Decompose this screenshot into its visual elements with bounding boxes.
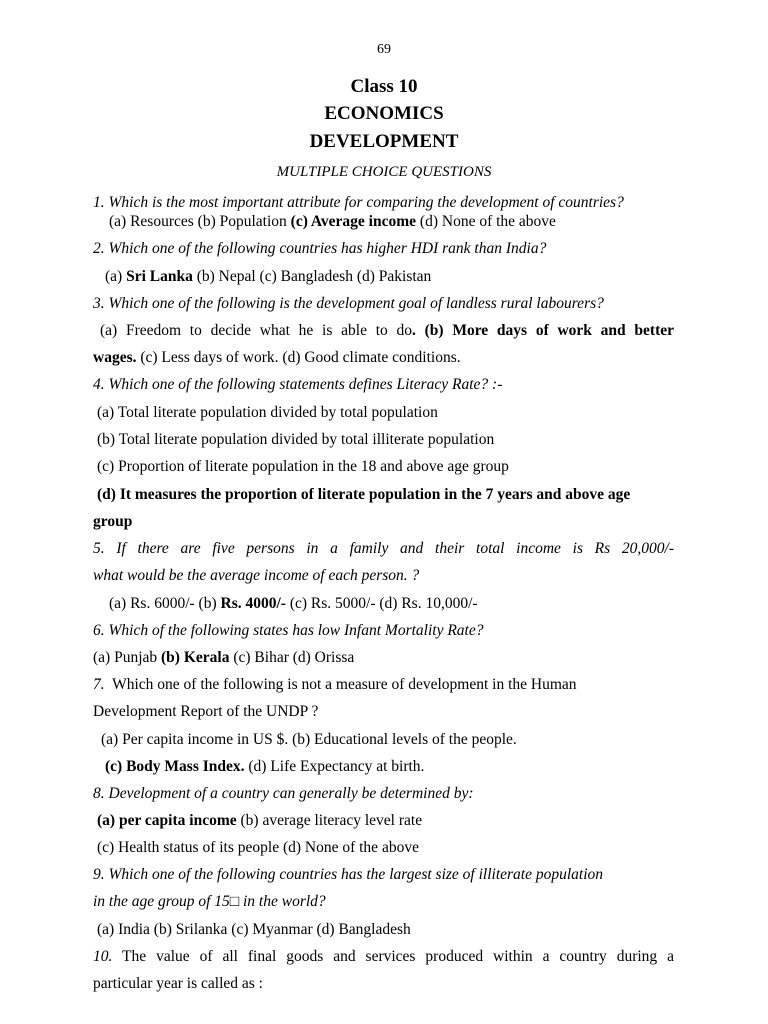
option-text: (a)	[105, 268, 127, 285]
option-text: (a) Rs. 6000/- (b)	[109, 595, 221, 612]
question-5-options	[109, 594, 690, 614]
answer: (b) Kerala	[161, 649, 230, 666]
question-9-options: (a) India (b) Srilanka (c) Myanmar (d) Bangladesh	[97, 921, 411, 938]
question-7-option-ab: (a) Per capita income in US $. (b) Educational levels of the people.	[101, 731, 517, 748]
question-10-line2: particular year is called as :	[93, 975, 263, 992]
option-text: (a) Freedom to decide what he is able to do	[100, 322, 412, 339]
subject-title: ECONOMICS	[324, 103, 444, 124]
question-3-options-line1	[100, 321, 674, 341]
option-text: (a) Resources (b) Population	[109, 213, 291, 230]
section-heading: MULTIPLE CHOICE QUESTIONS	[276, 164, 492, 180]
question-9-line1: 9. Which one of the following countries has the largest size of illiterate population	[93, 866, 604, 883]
question-7-line1	[93, 675, 674, 695]
answer: wages.	[93, 349, 137, 366]
answer: (c) Body Mass Index.	[105, 758, 245, 775]
question-4-option-b: (b) Total literate population divided by total illiterate population	[97, 431, 495, 448]
question-6-options	[93, 648, 674, 668]
page-number: 69	[377, 42, 391, 57]
question-text: Which one of the following is not a measure of development in the Human	[104, 676, 577, 693]
question-7-line2: Development Report of the UNDP ?	[93, 703, 319, 720]
question-9-line2: in the age group of 15□ in the world?	[93, 893, 326, 910]
option-text: (b) Nepal (c) Bangladesh (d) Pakistan	[192, 268, 432, 285]
answer: . (b) More days of work and better	[412, 322, 674, 339]
answer: (a) per capita income	[97, 812, 237, 829]
question-4-option-d	[97, 485, 674, 505]
option-text: (d) Life Expectancy at birth.	[244, 758, 425, 775]
question-number: 10.	[93, 948, 113, 965]
question-4: 4. Which one of the following statements defines Literacy Rate? :-	[93, 376, 503, 393]
option-text: (c) Less days of work. (d) Good climate conditions.	[136, 349, 461, 366]
question-2: 2. Which one of the following countries has higher HDI rank than India?	[93, 240, 547, 257]
option-text: (a) Punjab	[93, 649, 162, 666]
answer: (c) Average income	[290, 213, 417, 230]
option-text: (c) Rs. 5000/- (d) Rs. 10,000/-	[285, 595, 478, 612]
question-4-option-d-cont	[93, 512, 674, 532]
question-10-line1	[93, 947, 674, 967]
question-4-option-c: (c) Proportion of literate population in the 18 and above age group	[97, 458, 509, 475]
question-number: 7.	[93, 676, 105, 693]
chapter-title: DEVELOPMENT	[309, 131, 459, 152]
question-2-options	[105, 267, 686, 287]
question-8-options-line2: (c) Health status of its people (d) None of the above	[97, 839, 419, 856]
option-text: (d) None of the above	[416, 213, 556, 230]
question-1-options	[109, 212, 690, 232]
question-8: 8. Development of a country can generally be determined by:	[93, 785, 474, 802]
question-4-option-a: (a) Total literate population divided by total population	[97, 404, 438, 421]
question-3: 3. Which one of the following is the development goal of landless rural labourers?	[93, 295, 604, 312]
question-6: 6. Which of the following states has low Infant Mortality Rate?	[93, 622, 484, 639]
option-text: (c) Bihar (d) Orissa	[229, 649, 355, 666]
answer: Rs. 4000/-	[220, 595, 286, 612]
answer: (d) It measures the proportion of literate population in the 7 years and above age	[97, 486, 631, 503]
question-5-line2: what would be the average income of each person. ?	[93, 567, 420, 584]
answer: group	[93, 513, 133, 530]
class-title: Class 10	[350, 76, 418, 97]
question-1: 1. Which is the most important attribute for comparing the development of countries?	[93, 194, 624, 211]
question-7-option-cd	[105, 757, 686, 777]
option-text: (b) average literacy level rate	[236, 812, 423, 829]
answer: Sri Lanka	[126, 268, 193, 285]
question-5-line1: 5. If there are five persons in a family and their total income is Rs 20,000/-	[93, 540, 674, 557]
question-3-options-line2	[93, 348, 674, 368]
question-8-options-line1	[97, 811, 678, 831]
question-text: The value of all final goods and services produced within a country during a	[112, 948, 674, 965]
